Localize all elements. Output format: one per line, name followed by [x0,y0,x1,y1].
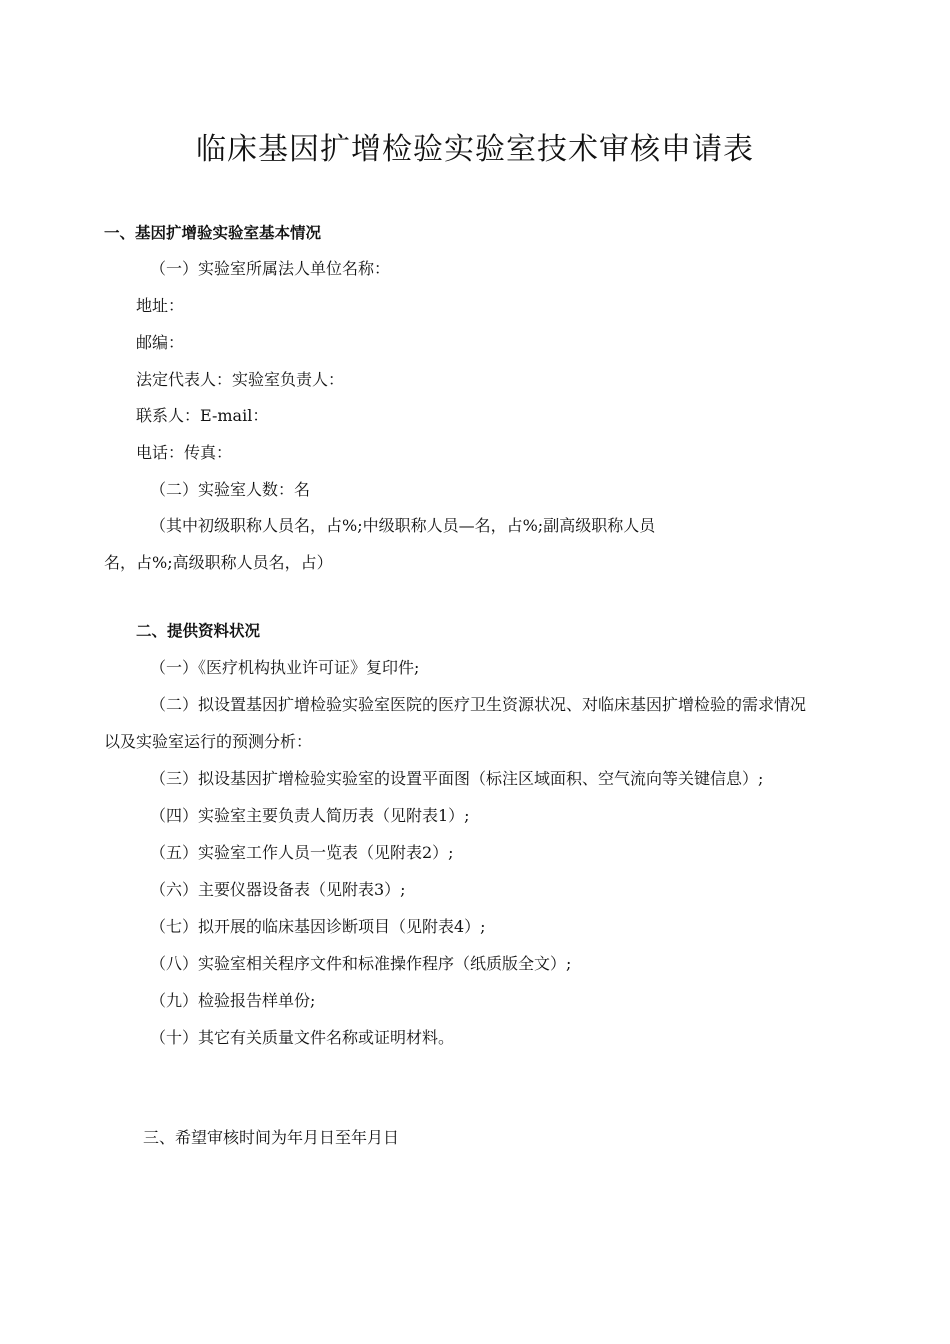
review-time-field: 三、希望审核时间为年月日至年月日 [143,1128,400,1147]
staff-detail-line1: （其中初级职称人员名，占%;中级职称人员—名，占%;副高级职称人员 [150,516,656,535]
list-item: 以及实验室运行的预测分析： [104,732,313,751]
list-item: （八）实验室相关程序文件和标准操作程序（纸质版全文）; [150,954,572,973]
list-item: （四）实验室主要负责人简历表（见附表1）; [150,806,470,825]
staff-detail-line2: 名，占%;高级职称人员名，占） [104,553,333,572]
phone-field: 电话：传真： [136,443,233,462]
postcode-field: 邮编： [136,333,185,352]
legal-rep-field: 法定代表人：实验室负责人： [136,370,345,389]
legal-entity-field: （一）实验室所属法人单位名称： [150,259,391,278]
list-item: （七）拟开展的临床基因诊断项目（见附表4）; [150,917,486,936]
page-title: 临床基因扩增检验实验室技术审核申请表 [196,132,754,167]
list-item: （十）其它有关质量文件名称或证明材料。 [150,1028,455,1047]
section2-heading: 二、提供资料状况 [136,622,261,640]
list-item: （九）检验报告样单份; [150,991,316,1010]
list-item: （五）实验室工作人员一览表（见附表2）; [150,843,454,862]
list-item: （三）拟设基因扩增检验实验室的设置平面图（标注区域面积、空气流向等关键信息）; [150,769,764,788]
section1-heading: 一、基因扩增验实验室基本情况 [104,224,322,242]
address-field: 地址： [136,296,185,315]
list-item: （六）主要仪器设备表（见附表3）; [150,880,406,899]
list-item: （一）《医疗机构执业许可证》复印件; [150,658,420,677]
contact-field: 联系人：E-mail： [136,406,269,425]
list-item: （二）拟设置基因扩增检验实验室医院的医疗卫生资源状况、对临床基因扩增检验的需求情况 [150,695,807,714]
staff-count-field: （二）实验室人数：名 [150,480,311,499]
